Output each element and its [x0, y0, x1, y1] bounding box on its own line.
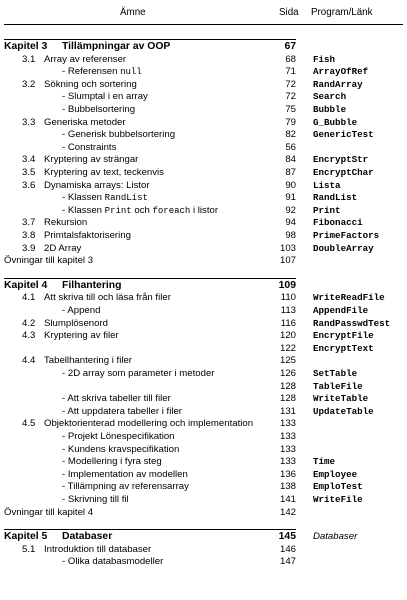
- program-link[interactable]: Bubble: [313, 104, 347, 115]
- page-number: 128: [279, 380, 296, 392]
- toc-row: [0, 406, 407, 418]
- entry-title[interactable]: Slumplösenord: [44, 317, 108, 329]
- entry-title[interactable]: - Referensen null: [62, 66, 142, 78]
- entry-title[interactable]: - Olika databasmodeller: [62, 556, 164, 568]
- section-number: 3.8: [22, 230, 36, 241]
- page-number: 125: [279, 355, 296, 367]
- chapter-number: Kapitel 4: [4, 279, 48, 291]
- entry-title[interactable]: Tabellhantering i filer: [44, 355, 132, 367]
- page-number: 84: [285, 154, 296, 166]
- entry-title[interactable]: Rekursion: [44, 217, 88, 229]
- toc-row: [0, 192, 407, 204]
- toc-row: [0, 343, 407, 355]
- program-link[interactable]: AppendFile: [313, 305, 369, 316]
- toc-row: [0, 431, 407, 443]
- program-link[interactable]: Time: [313, 456, 336, 468]
- toc-row: [0, 456, 407, 468]
- program-link[interactable]: EncryptText: [313, 342, 374, 354]
- entry-title[interactable]: - Slumptal i en array: [62, 91, 148, 103]
- page-number: 72: [285, 91, 296, 103]
- page-number: 136: [279, 468, 296, 480]
- page-number: 72: [285, 78, 296, 90]
- header-rule: [4, 24, 403, 25]
- program-link[interactable]: G_Bubble: [313, 116, 358, 128]
- chapter-number: Kapitel 3: [4, 41, 48, 52]
- program-link[interactable]: Search: [313, 91, 347, 103]
- chapter-rule: [4, 278, 296, 279]
- header-topic: Ämne: [120, 7, 146, 18]
- program-link[interactable]: TableFile: [313, 380, 363, 392]
- toc-row: [0, 142, 407, 154]
- page-number: 133: [279, 456, 296, 468]
- program-link[interactable]: EncryptChar: [313, 167, 374, 178]
- section-number: 4.5: [22, 418, 36, 430]
- entry-title[interactable]: - Klassen Print och foreach i listor: [62, 204, 219, 216]
- page-number: 71: [285, 66, 296, 78]
- toc-row: [0, 129, 407, 141]
- page-number: 145: [278, 531, 296, 543]
- entry-title[interactable]: - Projekt Lönespecifikation: [62, 431, 175, 442]
- toc-row: [0, 556, 407, 568]
- chapter-rule: [4, 39, 296, 40]
- section-number: 4.1: [22, 292, 36, 304]
- program-link[interactable]: EncryptStr: [313, 154, 369, 166]
- chapter-row: [0, 531, 407, 543]
- entry-title[interactable]: - Constraints: [62, 141, 117, 153]
- section-row: [0, 243, 407, 255]
- section-row: [0, 330, 407, 342]
- page-number: 122: [279, 342, 296, 354]
- page-number: 146: [279, 543, 296, 555]
- page-number: 128: [279, 393, 296, 405]
- chapter-row: [0, 280, 407, 292]
- entry-title[interactable]: Dynamiska arrays: Listor: [44, 179, 150, 191]
- section-row: [0, 54, 407, 66]
- program-link[interactable]: RandList: [313, 192, 358, 204]
- page-number: 107: [279, 255, 296, 267]
- program-link[interactable]: WriteReadFile: [313, 292, 385, 304]
- entry-title[interactable]: Kryptering av strängar: [44, 154, 139, 166]
- page-number: 68: [285, 53, 296, 65]
- program-link[interactable]: RandArray: [313, 78, 363, 90]
- entry-title[interactable]: - Generisk bubbelsortering: [62, 129, 176, 141]
- entry-title[interactable]: - Klassen RandList: [62, 192, 148, 204]
- section-number: 3.3: [22, 116, 36, 128]
- entry-title[interactable]: Filhantering: [62, 279, 122, 291]
- entry-title[interactable]: Databaser: [62, 531, 113, 543]
- entry-title[interactable]: - Skrivning till fil: [62, 494, 129, 505]
- page-number: 126: [279, 368, 296, 379]
- program-link[interactable]: EncryptFile: [313, 330, 374, 342]
- page-number: 94: [285, 217, 296, 229]
- section-row: [0, 292, 407, 304]
- program-link[interactable]: Fibonacci: [313, 217, 363, 229]
- entry-title[interactable]: - Append: [62, 305, 101, 316]
- chapter-rule: [4, 529, 296, 530]
- page-number: 120: [279, 330, 296, 342]
- toc-row: [0, 444, 407, 456]
- toc-row: [0, 469, 407, 481]
- section-row: [0, 167, 407, 179]
- toc-row: [0, 91, 407, 103]
- program-link[interactable]: SetTable: [313, 368, 358, 379]
- program-link[interactable]: EmploTest: [313, 481, 363, 493]
- page-number: 133: [279, 443, 296, 455]
- toc-row: [0, 393, 407, 405]
- program-link[interactable]: WriteTable: [313, 393, 369, 405]
- toc-row: [0, 305, 407, 317]
- program-link[interactable]: Employee: [313, 468, 358, 480]
- page-number: 138: [279, 481, 296, 493]
- entry-title[interactable]: - Kundens kravspecifikation: [62, 443, 180, 455]
- section-number: 4.2: [22, 317, 36, 329]
- page-number: 98: [285, 230, 296, 241]
- entry-title[interactable]: Generiska metoder: [44, 116, 126, 128]
- entry-title[interactable]: Array av referenser: [44, 53, 127, 65]
- entry-title[interactable]: Tillämpningar av OOP: [62, 41, 171, 52]
- chapter-row: [0, 41, 407, 53]
- toc-row: [0, 381, 407, 393]
- page-number: 75: [285, 104, 296, 115]
- entry-title[interactable]: - 2D array som parameter i metoder: [62, 368, 215, 379]
- program-link[interactable]: WriteFile: [313, 494, 363, 505]
- program-link[interactable]: RandPasswdTest: [313, 317, 391, 329]
- page-number: 67: [284, 41, 296, 52]
- page-number: 113: [280, 305, 296, 316]
- toc-row: [0, 507, 407, 519]
- entry-title[interactable]: - Bubbelsortering: [62, 104, 136, 115]
- section-number: 3.7: [22, 217, 36, 229]
- chapter-number: Kapitel 5: [4, 531, 48, 543]
- toc-row: [0, 66, 407, 78]
- section-number: 3.1: [22, 53, 36, 65]
- entry-title[interactable]: Objektorienterad modellering och implementation: [44, 418, 254, 430]
- toc-row: [0, 104, 407, 116]
- page-number: 147: [279, 556, 296, 568]
- entry-title[interactable]: - Att uppdatera tabeller i filer: [62, 405, 182, 417]
- page-number: 103: [279, 242, 296, 254]
- program-link[interactable]: Databaser: [313, 531, 358, 543]
- section-row: [0, 79, 407, 91]
- program-link[interactable]: GenericTest: [313, 129, 374, 141]
- entry-title[interactable]: Kryptering av text, teckenvis: [44, 167, 164, 178]
- header-page: Sida: [279, 7, 299, 18]
- section-row: [0, 180, 407, 192]
- section-row: [0, 544, 407, 556]
- page-number: 116: [280, 317, 296, 329]
- toc-row: [0, 205, 407, 217]
- page-number: 90: [285, 179, 296, 191]
- page-number: 87: [285, 167, 296, 178]
- toc-row: [0, 368, 407, 380]
- section-row: [0, 217, 407, 229]
- section-number: 3.6: [22, 179, 36, 191]
- section-number: 3.5: [22, 167, 36, 178]
- entry-title[interactable]: - Att skriva tabeller till filer: [62, 393, 171, 405]
- section-number: 4.3: [22, 330, 36, 342]
- page-number: 82: [285, 129, 296, 141]
- section-row: [0, 117, 407, 129]
- entry-title[interactable]: 2D Array: [44, 242, 82, 254]
- entry-title[interactable]: Kryptering av filer: [44, 330, 119, 342]
- page-number: 110: [280, 292, 296, 304]
- page-number: 133: [279, 431, 296, 442]
- entry-title[interactable]: - Tillämpning av referensarray: [62, 481, 189, 493]
- page-number: 141: [279, 494, 296, 505]
- section-number: 4.4: [22, 355, 36, 367]
- page-number: 131: [279, 405, 296, 417]
- page-number: 109: [278, 279, 296, 291]
- section-number: 3.4: [22, 154, 36, 166]
- section-row: [0, 418, 407, 430]
- program-link[interactable]: ArrayOfRef: [313, 66, 369, 78]
- page-number: 56: [285, 141, 296, 153]
- program-link[interactable]: DoubleArray: [313, 242, 374, 254]
- entry-title[interactable]: Sökning och sortering: [44, 78, 137, 90]
- section-number: 5.1: [22, 543, 36, 555]
- program-link[interactable]: Print: [313, 204, 341, 216]
- page-number: 91: [285, 192, 296, 204]
- entry-title[interactable]: Övningar till kapitel 3: [4, 255, 94, 267]
- section-row: [0, 230, 407, 242]
- section-row: [0, 154, 407, 166]
- program-link[interactable]: Lista: [313, 179, 341, 191]
- program-link[interactable]: PrimeFactors: [313, 230, 380, 241]
- page-number: 133: [279, 418, 296, 430]
- entry-title[interactable]: Introduktion till databaser: [44, 543, 152, 555]
- entry-title[interactable]: - Modellering i fyra steg: [62, 456, 162, 468]
- section-number: 3.9: [22, 242, 36, 254]
- toc-row: [0, 255, 407, 267]
- program-link[interactable]: UpdateTable: [313, 405, 374, 417]
- page-number: 79: [285, 116, 296, 128]
- entry-title[interactable]: Primtalsfaktorisering: [44, 230, 131, 241]
- page-number: 92: [285, 204, 296, 216]
- entry-title[interactable]: - Implementation av modellen: [62, 468, 188, 480]
- section-row: [0, 318, 407, 330]
- entry-title[interactable]: Att skriva till och läsa från filer: [44, 292, 171, 304]
- section-row: [0, 355, 407, 367]
- program-link[interactable]: Fish: [313, 53, 336, 65]
- toc-row: [0, 481, 407, 493]
- header-program: Program/Länk: [311, 7, 373, 18]
- toc-row: [0, 494, 407, 506]
- entry-title[interactable]: Övningar till kapitel 4: [4, 506, 94, 518]
- section-number: 3.2: [22, 78, 36, 90]
- page-number: 142: [279, 506, 296, 518]
